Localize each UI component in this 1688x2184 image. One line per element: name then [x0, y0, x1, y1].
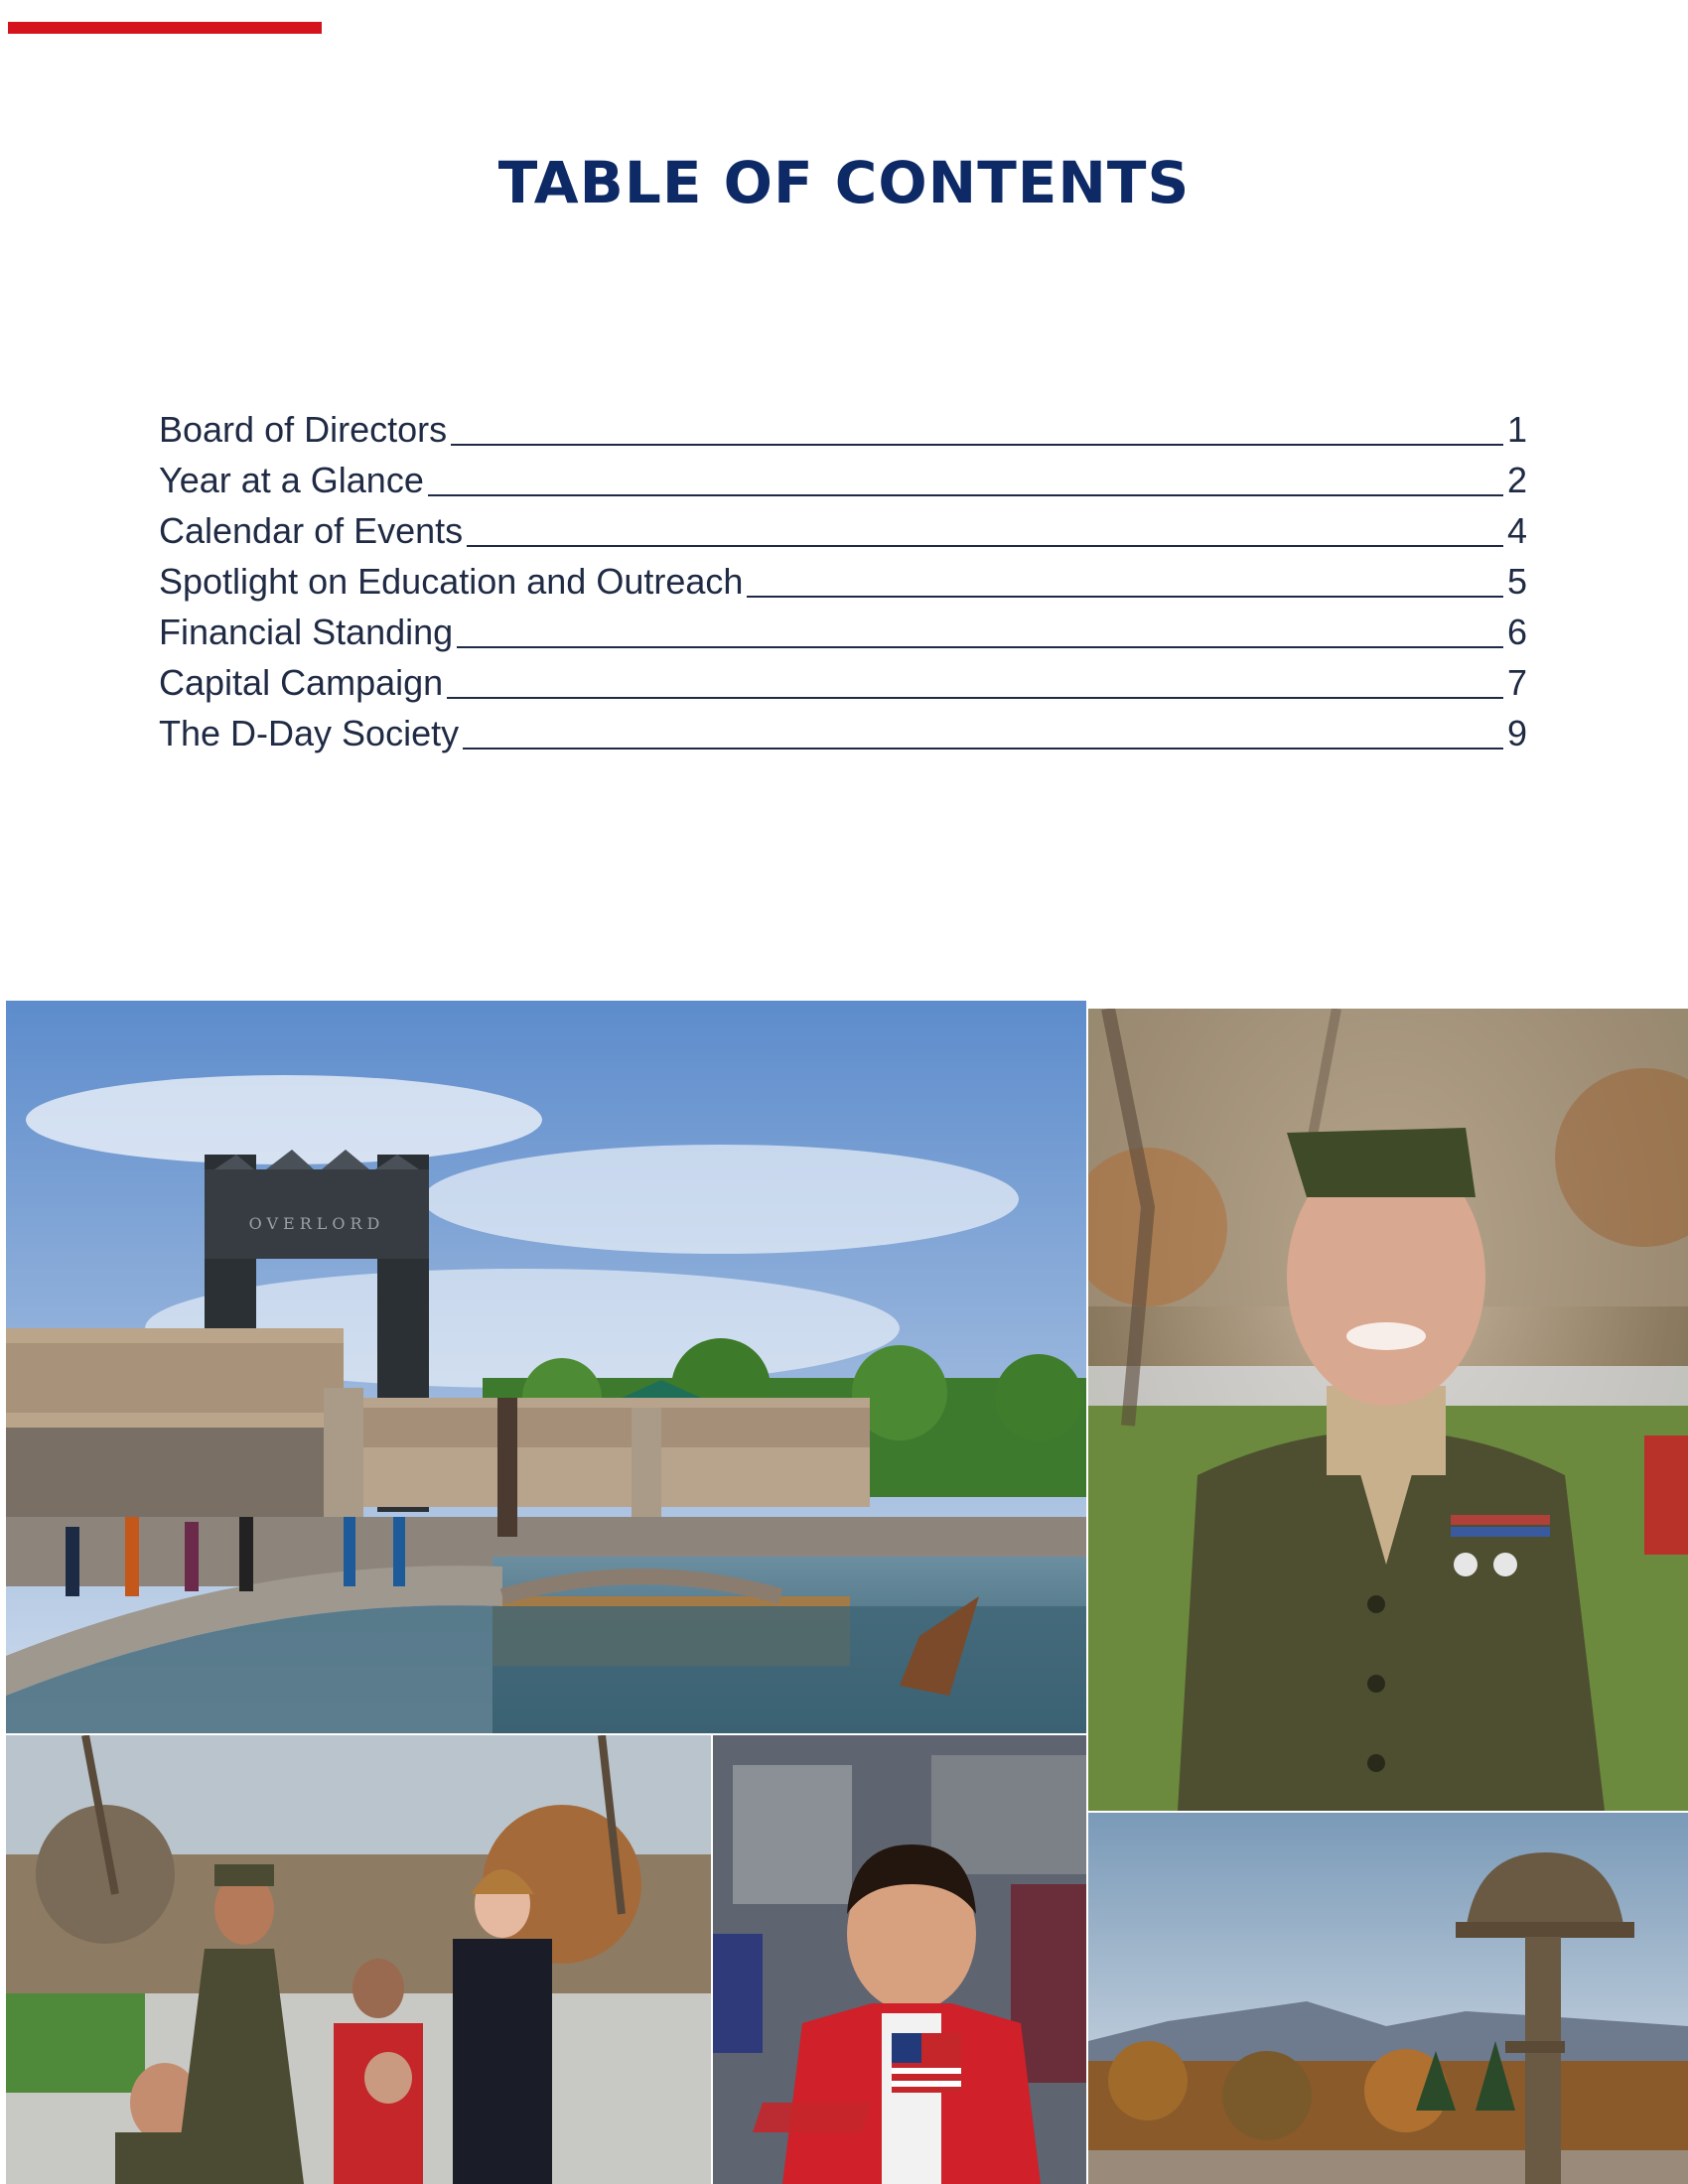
table-of-contents	[159, 399, 1527, 753]
toc-leader-line	[467, 545, 1503, 547]
toc-entry-label: Capital Campaign	[159, 662, 444, 703]
toc-entry[interactable]	[159, 399, 1527, 450]
toc-entry-page: 4	[1506, 510, 1527, 551]
memorial-inscription: OVERLORD	[248, 1214, 385, 1233]
toc-entry[interactable]	[159, 551, 1527, 602]
toc-entry[interactable]	[159, 652, 1527, 703]
toc-entry-page: 2	[1506, 460, 1527, 500]
toc-entry-label: Financial Standing	[159, 612, 454, 652]
military-family-photo	[6, 1735, 711, 2184]
toc-entry[interactable]	[159, 602, 1527, 652]
child-with-flag-photo	[713, 1735, 1086, 2184]
toc-entry[interactable]	[159, 500, 1527, 551]
toc-entry-page: 7	[1506, 662, 1527, 703]
veteran-portrait-photo	[1088, 1009, 1688, 1811]
helmet-memorial-photo	[1088, 1813, 1688, 2184]
toc-leader-line	[447, 697, 1503, 699]
toc-entry-page: 5	[1506, 561, 1527, 602]
toc-entry-page: 6	[1506, 612, 1527, 652]
toc-entry-page: 9	[1506, 713, 1527, 753]
toc-leader-line	[457, 646, 1503, 648]
page-title: TABLE OF CONTENTS	[497, 149, 1191, 216]
toc-entry[interactable]	[159, 450, 1527, 500]
toc-leader-line	[747, 596, 1503, 598]
memorial-plaza-photo	[6, 1001, 1086, 1733]
toc-entry-label: Board of Directors	[159, 409, 448, 450]
toc-entry-label: The D-Day Society	[159, 713, 460, 753]
toc-entry-page: 1	[1506, 409, 1527, 450]
toc-entry-label: Calendar of Events	[159, 510, 464, 551]
toc-entry-label: Year at a Glance	[159, 460, 424, 500]
toc-entry[interactable]	[159, 703, 1527, 753]
toc-entry-label: Spotlight on Education and Outreach	[159, 561, 744, 602]
toc-leader-line	[428, 494, 1503, 496]
toc-leader-line	[451, 444, 1503, 446]
toc-leader-line	[463, 748, 1503, 750]
accent-bar	[8, 22, 322, 34]
